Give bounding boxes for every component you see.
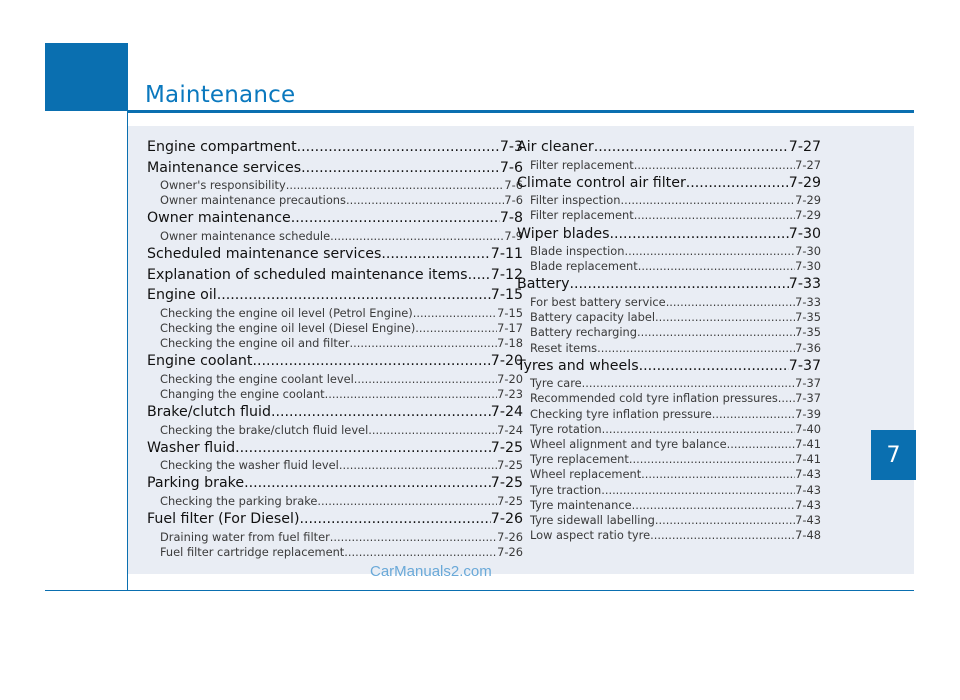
toc-subsection-label: Tyre rotation [530,421,602,436]
toc-subsection[interactable] [147,545,523,560]
toc-section[interactable] [517,173,821,194]
toc-section[interactable] [517,224,821,245]
toc-subsection[interactable] [517,513,821,528]
toc-subsection-label: Checking tyre inflation pressure [530,406,712,421]
toc-subsection-page-number: 7-37 [795,391,821,406]
toc-section-page-number: 7-30 [788,225,821,242]
toc-subsection-page-number: 7-30 [795,259,821,274]
leader-dots [655,513,795,528]
footer-rule [45,590,914,591]
toc-subsection-page-number: 7-17 [497,320,523,335]
toc-subsection-label: Fuel filter cartridge replacement [160,544,345,559]
toc-subsection-label: Tyre maintenance [530,497,632,512]
toc-subsection[interactable] [517,422,821,437]
toc-section-label: Maintenance services [147,159,302,176]
toc-section[interactable] [147,137,523,158]
toc-subsection-page-number: 7-43 [795,497,821,512]
leader-dots [291,208,500,229]
toc-subsection-page-number: 7-29 [795,208,821,223]
toc-section-label: Washer fluid [147,439,236,456]
leader-dots [368,423,497,438]
toc-section-page-number: 7-12 [490,266,523,283]
toc-subsection[interactable] [517,452,821,467]
leader-dots [354,372,497,387]
toc-subsection-page-number: 7-30 [795,244,821,259]
toc-section-label: Brake/clutch fluid [147,404,271,420]
toc-section-label: Parking brake [147,475,245,492]
toc-subsection[interactable] [517,407,821,422]
toc-section-label: Owner maintenance [147,210,291,227]
leader-dots [601,483,795,498]
leader-dots [778,391,795,406]
toc-subsection-page-number: 7-23 [497,386,523,401]
toc-section[interactable] [147,402,523,423]
toc-subsection-label: Checking the engine coolant level [160,371,354,386]
toc-section[interactable] [147,158,523,179]
toc-subsection-label: Owner maintenance schedule [160,228,331,243]
toc-subsection-label: For best battery service [530,294,666,309]
toc-subsection-page-number: 7-9 [504,228,523,243]
leader-dots [244,473,491,494]
toc-subsection-page-number: 7-25 [497,493,523,508]
toc-subsection-label: Tyre sidewall labelling [530,512,655,527]
toc-section[interactable] [147,208,523,229]
leader-dots [235,438,491,459]
toc-subsection-label: Blade inspection [530,244,625,259]
leader-dots [350,336,498,351]
leader-dots [330,229,504,244]
toc-subsection-page-number: 7-39 [795,406,821,421]
leader-dots [655,310,795,325]
toc-section-label: Air cleaner [517,139,594,155]
toc-subsection-page-number: 7-24 [497,422,523,437]
toc-subsection-label: Owner's responsibility [160,178,286,192]
toc-section-page-number: 7-29 [788,174,821,191]
leader-dots [637,325,795,340]
toc-subsection[interactable] [517,193,821,208]
toc-subsection[interactable] [147,321,523,336]
toc-subsection-label: Checking the washer fluid level [160,458,339,473]
toc-section-page-number: 7-3 [499,139,523,155]
toc-subsection-page-number: 7-41 [795,436,821,451]
leader-dots [727,437,796,452]
leader-dots [413,306,497,321]
toc-section-page-number: 7-20 [490,353,523,370]
toc-subsection-page-number: 7-33 [795,294,821,309]
toc-subsection-page-number: 7-43 [795,482,821,497]
leader-dots [381,244,490,265]
toc-subsection-page-number: 7-27 [795,157,821,172]
toc-subsection[interactable] [147,494,523,509]
toc-subsection[interactable] [147,387,523,402]
toc-section[interactable] [147,509,523,530]
toc-subsection-label: Battery capacity label [530,310,656,325]
toc-subsection-label: Low aspect ratio tyre [530,528,651,543]
toc-subsection-label: Checking the brake/clutch fluid level [160,422,369,437]
toc-subsection-page-number: 7-18 [497,335,523,350]
toc-subsection-page-number: 7-25 [497,458,523,473]
toc-subsection-label: Tyre traction [530,482,602,497]
toc-subsection-label: Filter replacement [530,208,634,223]
toc-section-page-number: 7-37 [788,357,821,374]
toc-subsection-page-number: 7-35 [795,310,821,325]
toc-subsection[interactable] [147,458,523,473]
toc-section[interactable] [147,473,523,494]
leader-dots [570,274,789,295]
leader-dots [297,137,500,158]
toc-subsection-page-number: 7-6 [504,178,523,192]
leader-dots [317,494,497,509]
toc-subsection-label: Draining water from fuel filter [160,529,330,544]
leader-dots [594,137,789,158]
leader-dots [339,458,497,473]
toc-subsection-page-number: 7-26 [497,544,523,559]
leader-dots [712,407,795,422]
toc-subsection-label: Wheel replacement [530,467,642,482]
toc-subsection[interactable] [517,244,821,259]
toc-section-label: Wiper blades [517,225,610,242]
toc-section-page-number: 7-27 [788,139,821,155]
leader-dots [641,467,795,482]
leader-dots [286,178,505,193]
toc-subsection-page-number: 7-29 [795,193,821,208]
toc-section-page-number: 7-11 [490,246,523,263]
toc-subsection[interactable] [147,229,523,244]
toc-subsection[interactable] [517,376,821,391]
leader-dots [602,422,795,437]
toc-subsection[interactable] [517,391,821,406]
leader-dots [582,376,795,391]
toc-subsection[interactable] [147,336,523,351]
leader-dots [650,528,795,543]
toc-subsection[interactable] [147,530,523,545]
toc-subsection[interactable] [517,528,821,543]
toc-right-column [517,137,821,543]
toc-subsection-page-number: 7-36 [795,340,821,355]
toc-subsection-page-number: 7-35 [795,325,821,340]
toc-subsection[interactable] [147,423,523,438]
leader-dots [346,193,504,208]
toc-section[interactable] [147,351,523,372]
chapter-tab[interactable]: 7 [871,430,916,480]
toc-section[interactable] [147,265,523,286]
leader-dots [639,356,789,377]
toc-subsection-label: Filter inspection [530,193,621,208]
leader-dots [344,545,497,560]
toc-section[interactable] [517,356,821,377]
toc-section-page-number: 7-15 [490,287,523,304]
leader-dots [597,341,795,356]
leader-dots [629,452,795,467]
toc-section-label: Climate control air filter [517,174,686,191]
leader-dots [253,351,491,372]
leader-dots [330,530,497,545]
toc-section-page-number: 7-6 [499,159,523,176]
header-color-block [45,43,128,111]
toc-subsection[interactable] [517,341,821,356]
leader-dots [624,244,795,259]
toc-section-label: Engine compartment [147,139,297,155]
leader-dots [468,265,491,286]
title-underline [128,110,914,113]
toc-subsection-page-number: 7-26 [497,529,523,544]
toc-subsection[interactable] [517,158,821,173]
toc-subsection-label: Tyre care [530,376,582,391]
leader-dots [610,224,789,245]
page-title: Maintenance [145,82,296,108]
leader-dots [638,259,795,274]
leader-dots [634,158,795,173]
toc-subsection-label: Checking the engine oil and filter [160,335,350,350]
leader-dots [620,193,795,208]
toc-subsection[interactable] [517,467,821,482]
toc-subsection[interactable] [517,295,821,310]
toc-subsection-label: Wheel alignment and tyre balance [530,436,727,451]
toc-section-page-number: 7-25 [490,439,523,456]
toc-subsection-label: Reset items [530,340,598,355]
leader-dots [299,509,490,530]
toc-subsection-label: Tyre replacement [530,452,629,467]
toc-subsection-label: Blade replacement [530,259,638,274]
toc-subsection[interactable] [147,193,523,208]
leader-dots [217,285,491,306]
toc-section-label: Fuel filter (For Diesel) [147,511,300,528]
toc-section-label: Tyres and wheels [517,357,639,374]
toc-subsection[interactable] [147,178,523,193]
toc-subsection-page-number: 7-37 [795,376,821,391]
toc-section-page-number: 7-24 [490,404,523,420]
toc-subsection[interactable] [517,483,821,498]
toc-section[interactable] [517,274,821,295]
toc-subsection-page-number: 7-41 [795,452,821,467]
toc-subsection[interactable] [517,208,821,223]
toc-section-label: Scheduled maintenance services [147,246,382,263]
toc-subsection[interactable] [147,372,523,387]
toc-subsection-label: Recommended cold tyre inflation pressures [530,391,778,406]
leader-dots [271,402,491,423]
toc-subsection-label: Changing the engine coolant [160,386,325,401]
leader-dots [632,498,796,513]
toc-subsection-label: Battery recharging [530,325,638,340]
toc-subsection-page-number: 7-40 [795,421,821,436]
toc-subsection[interactable] [517,310,821,325]
leader-dots [415,321,497,336]
toc-section-label: Engine coolant [147,353,253,370]
toc-subsection-label: Checking the parking brake [160,493,318,508]
toc-section[interactable] [517,137,821,158]
toc-section-page-number: 7-25 [490,475,523,492]
toc-section[interactable] [147,285,523,306]
leader-dots [686,173,789,194]
toc-subsection[interactable] [147,306,523,321]
toc-section-label: Engine oil [147,287,217,304]
toc-section-page-number: 7-26 [490,511,523,528]
toc-subsection[interactable] [517,498,821,513]
toc-subsection-label: Checking the engine oil level (Diesel Engine) [160,320,416,335]
toc-subsection-page-number: 7-15 [497,305,523,320]
toc-subsection-page-number: 7-43 [795,512,821,527]
toc-subsection[interactable] [517,259,821,274]
leader-dots [666,295,795,310]
toc-left-column [147,137,523,560]
leader-dots [325,387,497,402]
toc-subsection-label: Owner maintenance precautions [160,193,346,208]
toc-subsection-page-number: 7-43 [795,467,821,482]
toc-subsection-label: Checking the engine oil level (Petrol Engine) [160,305,413,320]
watermark: CarManuals2.com [370,563,492,580]
toc-subsection-page-number: 7-48 [795,528,821,543]
toc-subsection-page-number: 7-20 [497,371,523,386]
toc-subsection-label: Filter replacement [530,157,634,172]
toc-section-page-number: 7-8 [499,210,523,227]
toc-section[interactable] [147,438,523,459]
toc-section[interactable] [147,244,523,265]
toc-subsection-page-number: 7-6 [504,193,523,208]
toc-subsection[interactable] [517,437,821,452]
toc-section-label: Battery [517,276,570,293]
leader-dots [301,158,500,179]
toc-subsection[interactable] [517,325,821,340]
leader-dots [634,208,795,223]
toc-section-label: Explanation of scheduled maintenance items [147,266,468,283]
toc-section-page-number: 7-33 [788,276,821,293]
